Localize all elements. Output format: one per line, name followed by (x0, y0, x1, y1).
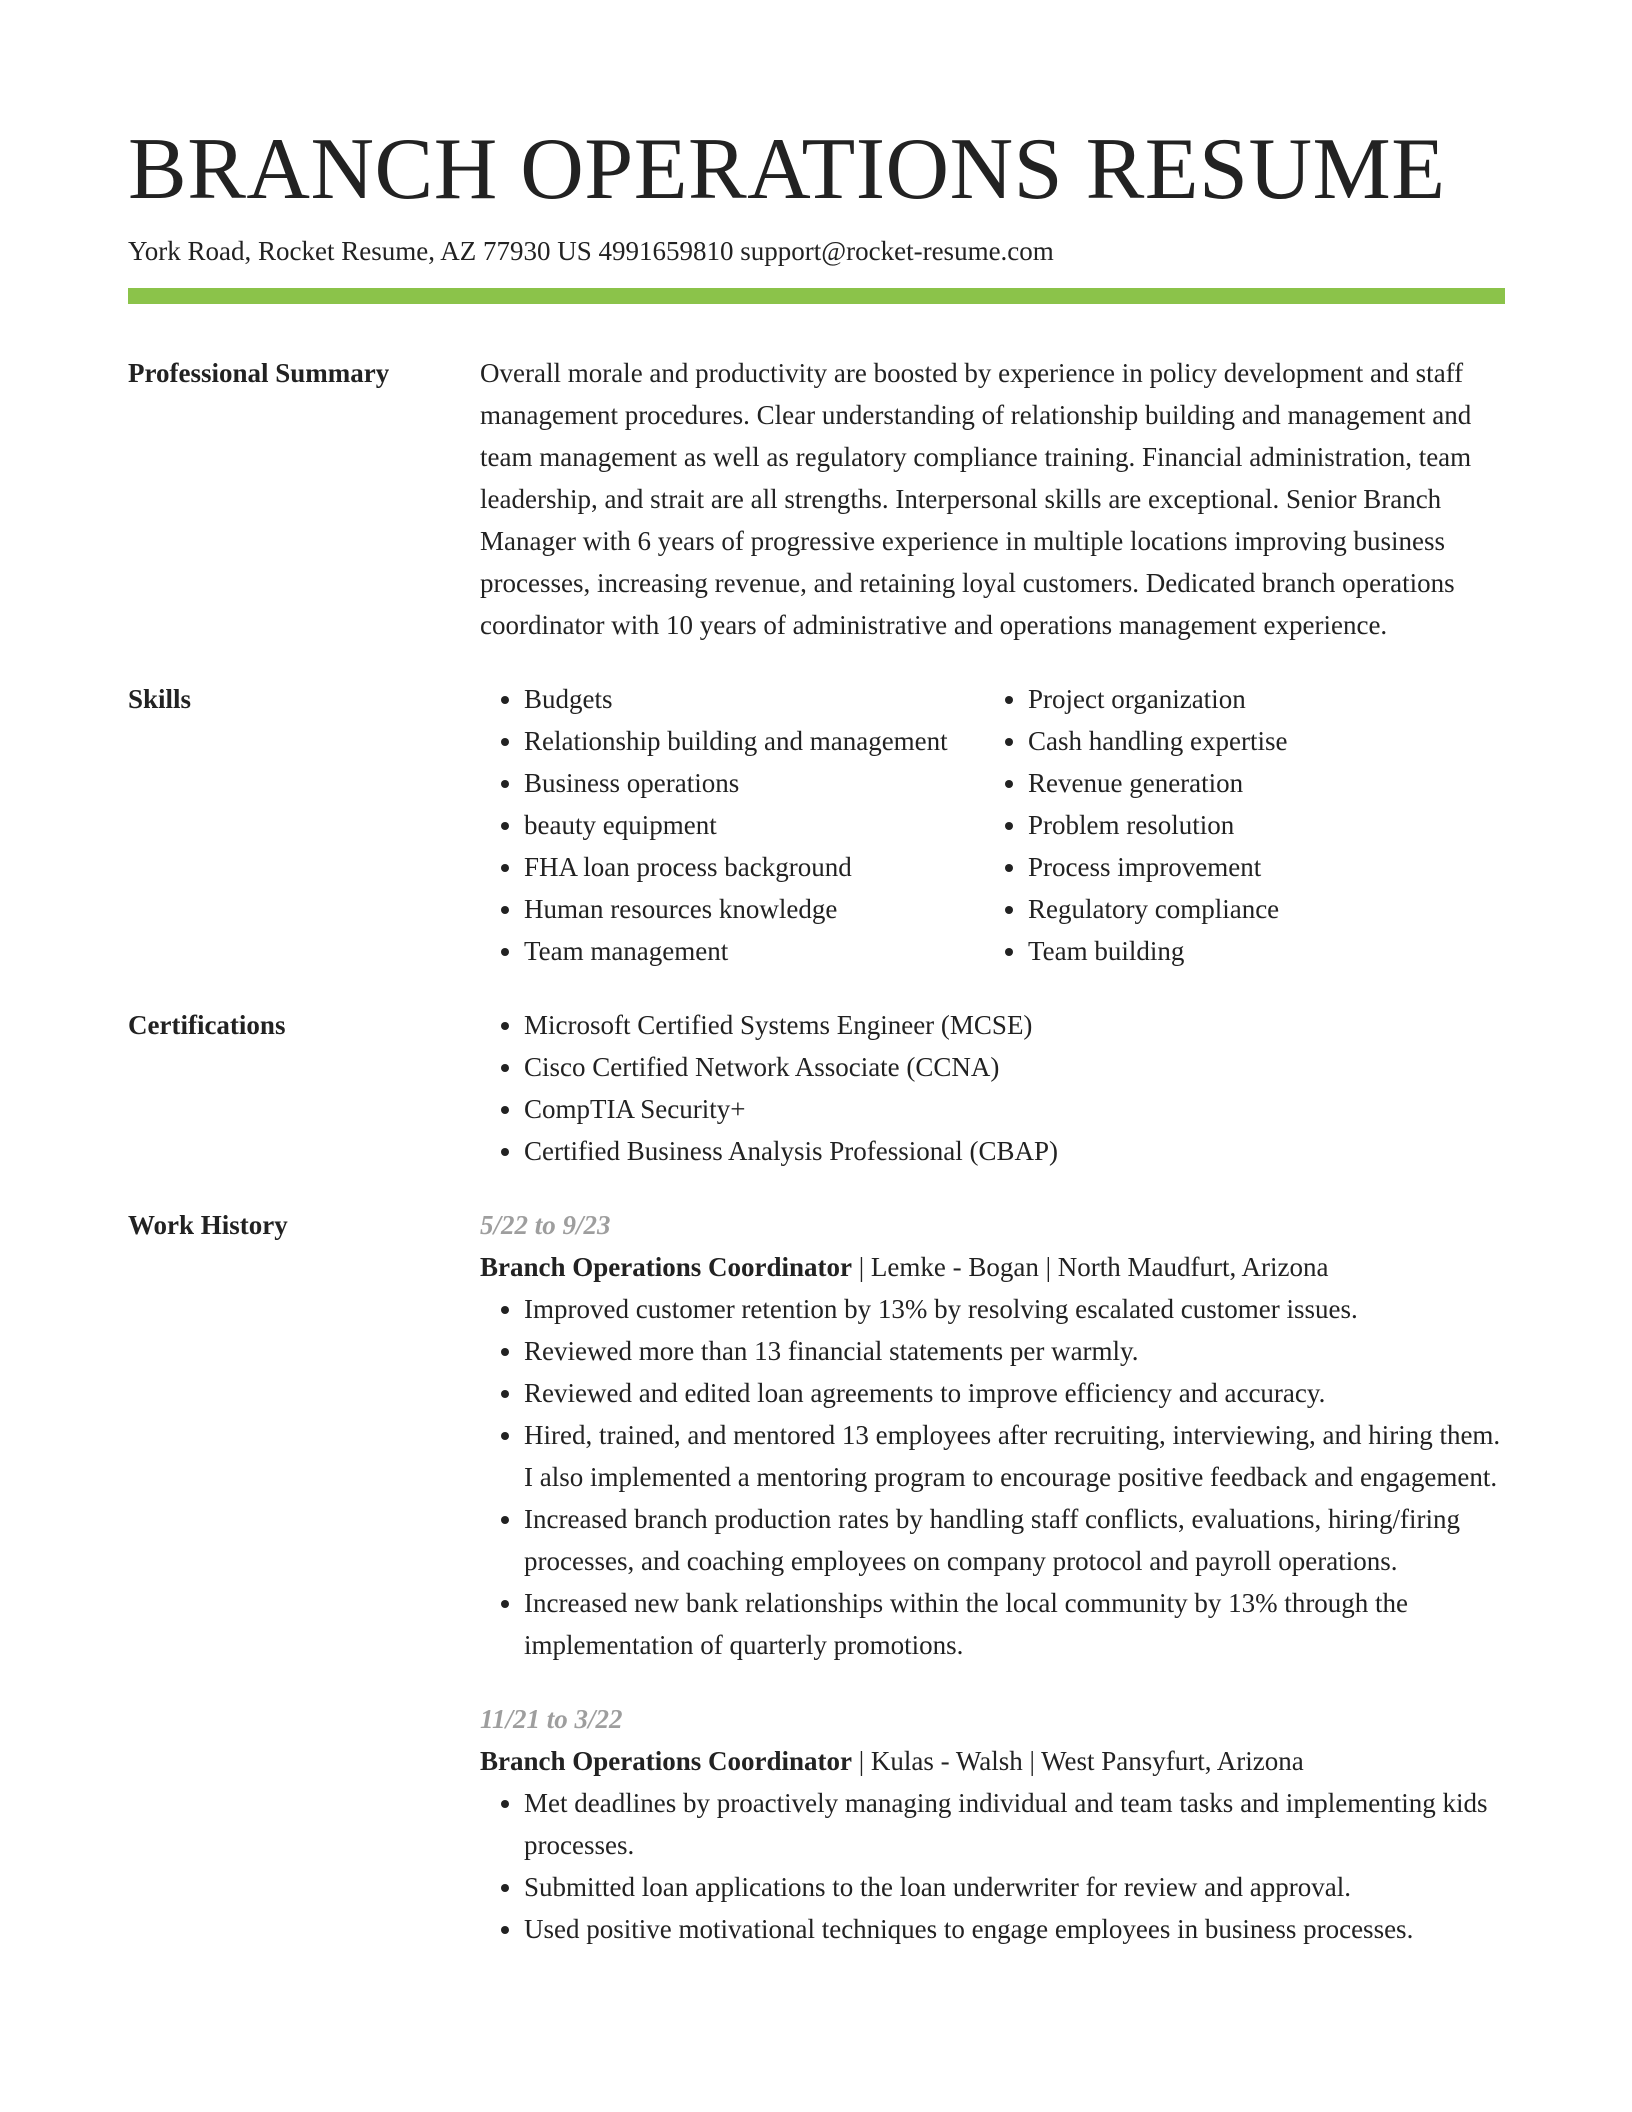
skill-item: • Team management (524, 930, 984, 972)
certification-item: • CompTIA Security+ (524, 1088, 1505, 1130)
skill-item: • Process improvement (1028, 846, 1505, 888)
skill-item: • Human resources knowledge (524, 888, 984, 930)
job-bullet: • Reviewed more than 13 financial statements per warmly. (524, 1330, 1505, 1372)
job-company: Lemke - Bogan (870, 1252, 1039, 1282)
skills-list-right (984, 678, 1505, 972)
summary-text: Overall morale and productivity are boosted by experience in policy development and staff management procedures. Clear understanding of relationship building and management and team management as well as regulatory compliance training. Financial administration, team leadership, and strait are all strengths. Interpersonal skills are exceptional. Senior Branch Manager with 6 years of progressive experience in multiple locations improving business processes, increasing revenue, and retaining loyal customers. Dedicated branch operations coordinator with 10 years of administrative and operations management experience. (480, 358, 1472, 640)
job-location: West Pansyfurt, Arizona (1041, 1746, 1304, 1776)
job-bullet: • Increased new bank relationships within the local community by 13% through the implementation of quarterly promotions. (524, 1582, 1505, 1666)
job-location: North Maudfurt, Arizona (1057, 1252, 1329, 1282)
job-separator (1023, 1746, 1041, 1776)
skill-item: • FHA loan process background (524, 846, 984, 888)
skills-column-right (984, 678, 1505, 972)
certification-item: • Microsoft Certified Systems Engineer (MCSE) (524, 1004, 1505, 1046)
job-header (480, 1246, 1505, 1288)
summary-heading: Professional Summary (128, 358, 390, 388)
summary-section (128, 352, 1505, 646)
work-history-body (480, 1204, 1505, 1950)
skill-item: • Business operations (524, 762, 984, 804)
skills-section (128, 678, 1505, 972)
job-separator (852, 1252, 871, 1282)
skill-item: • Team building (1028, 930, 1505, 972)
job-bullet: • Improved customer retention by 13% by resolving escalated customer issues. (524, 1288, 1505, 1330)
skill-item: • Regulatory compliance (1028, 888, 1505, 930)
contact-phone: 4991659810 (598, 236, 734, 266)
certifications-body (480, 1004, 1505, 1172)
skill-item: • Budgets (524, 678, 984, 720)
work-history-heading: Work History (128, 1210, 288, 1240)
contact-line (128, 234, 1505, 268)
resume-page (128, 118, 1505, 1950)
resume-title: BRANCH OPERATIONS RESUME (128, 121, 1446, 218)
job-title: Branch Operations Coordinator (480, 1252, 853, 1282)
job-bullets (480, 1288, 1505, 1666)
skill-item: • Problem resolution (1028, 804, 1505, 846)
skill-item: • Revenue generation (1028, 762, 1505, 804)
certifications-heading: Certifications (128, 1010, 286, 1040)
skill-item: • Cash handling expertise (1028, 720, 1505, 762)
accent-divider (128, 288, 1505, 304)
certification-item: • Cisco Certified Network Associate (CCNA) (524, 1046, 1505, 1088)
skills-heading: Skills (128, 684, 192, 714)
job-bullet: • Reviewed and edited loan agreements to improve efficiency and accuracy. (524, 1372, 1505, 1414)
skill-item: • Relationship building and management (524, 720, 984, 762)
job-header (480, 1740, 1505, 1782)
job-separator (1039, 1252, 1058, 1282)
job-entry (480, 1698, 1505, 1950)
job-bullets (480, 1782, 1505, 1950)
job-bullet: • Used positive motivational techniques to engage employees in business processes. (524, 1908, 1505, 1950)
work-history-section (128, 1204, 1505, 1950)
skills-column-left (480, 678, 984, 972)
certifications-list (480, 1004, 1505, 1172)
job-bullet: • Increased branch production rates by handling staff conflicts, evaluations, hiring/firing processes, and coaching employees on company protocol and payroll operations. (524, 1498, 1505, 1582)
certification-item: • Certified Business Analysis Professional (CBAP) (524, 1130, 1505, 1172)
job-bullet: • Submitted loan applications to the loan underwriter for review and approval. (524, 1866, 1505, 1908)
skill-item: • beauty equipment (524, 804, 984, 846)
skill-item: • Project organization (1028, 678, 1505, 720)
job-bullet: • Met deadlines by proactively managing individual and team tasks and implementing kids processes. (524, 1782, 1505, 1866)
job-bullet: • Hired, trained, and mentored 13 employees after recruiting, interviewing, and hiring them. I also implemented a mentoring program to encourage positive feedback and engagement. (524, 1414, 1505, 1498)
summary-body (480, 352, 1505, 646)
job-dates: 11/21 to 3/22 (480, 1704, 623, 1734)
certifications-section (128, 1004, 1505, 1172)
job-title: Branch Operations Coordinator (480, 1746, 853, 1776)
job-company: Kulas - Walsh (870, 1746, 1023, 1776)
job-separator (852, 1746, 871, 1776)
job-entry (480, 1204, 1505, 1666)
job-dates: 5/22 to 9/23 (480, 1210, 611, 1240)
contact-address: York Road, Rocket Resume, AZ 77930 US (128, 236, 592, 266)
contact-email: support@rocket-resume.com (740, 236, 1054, 266)
skills-list-left (480, 678, 984, 972)
skills-columns (480, 678, 1505, 972)
